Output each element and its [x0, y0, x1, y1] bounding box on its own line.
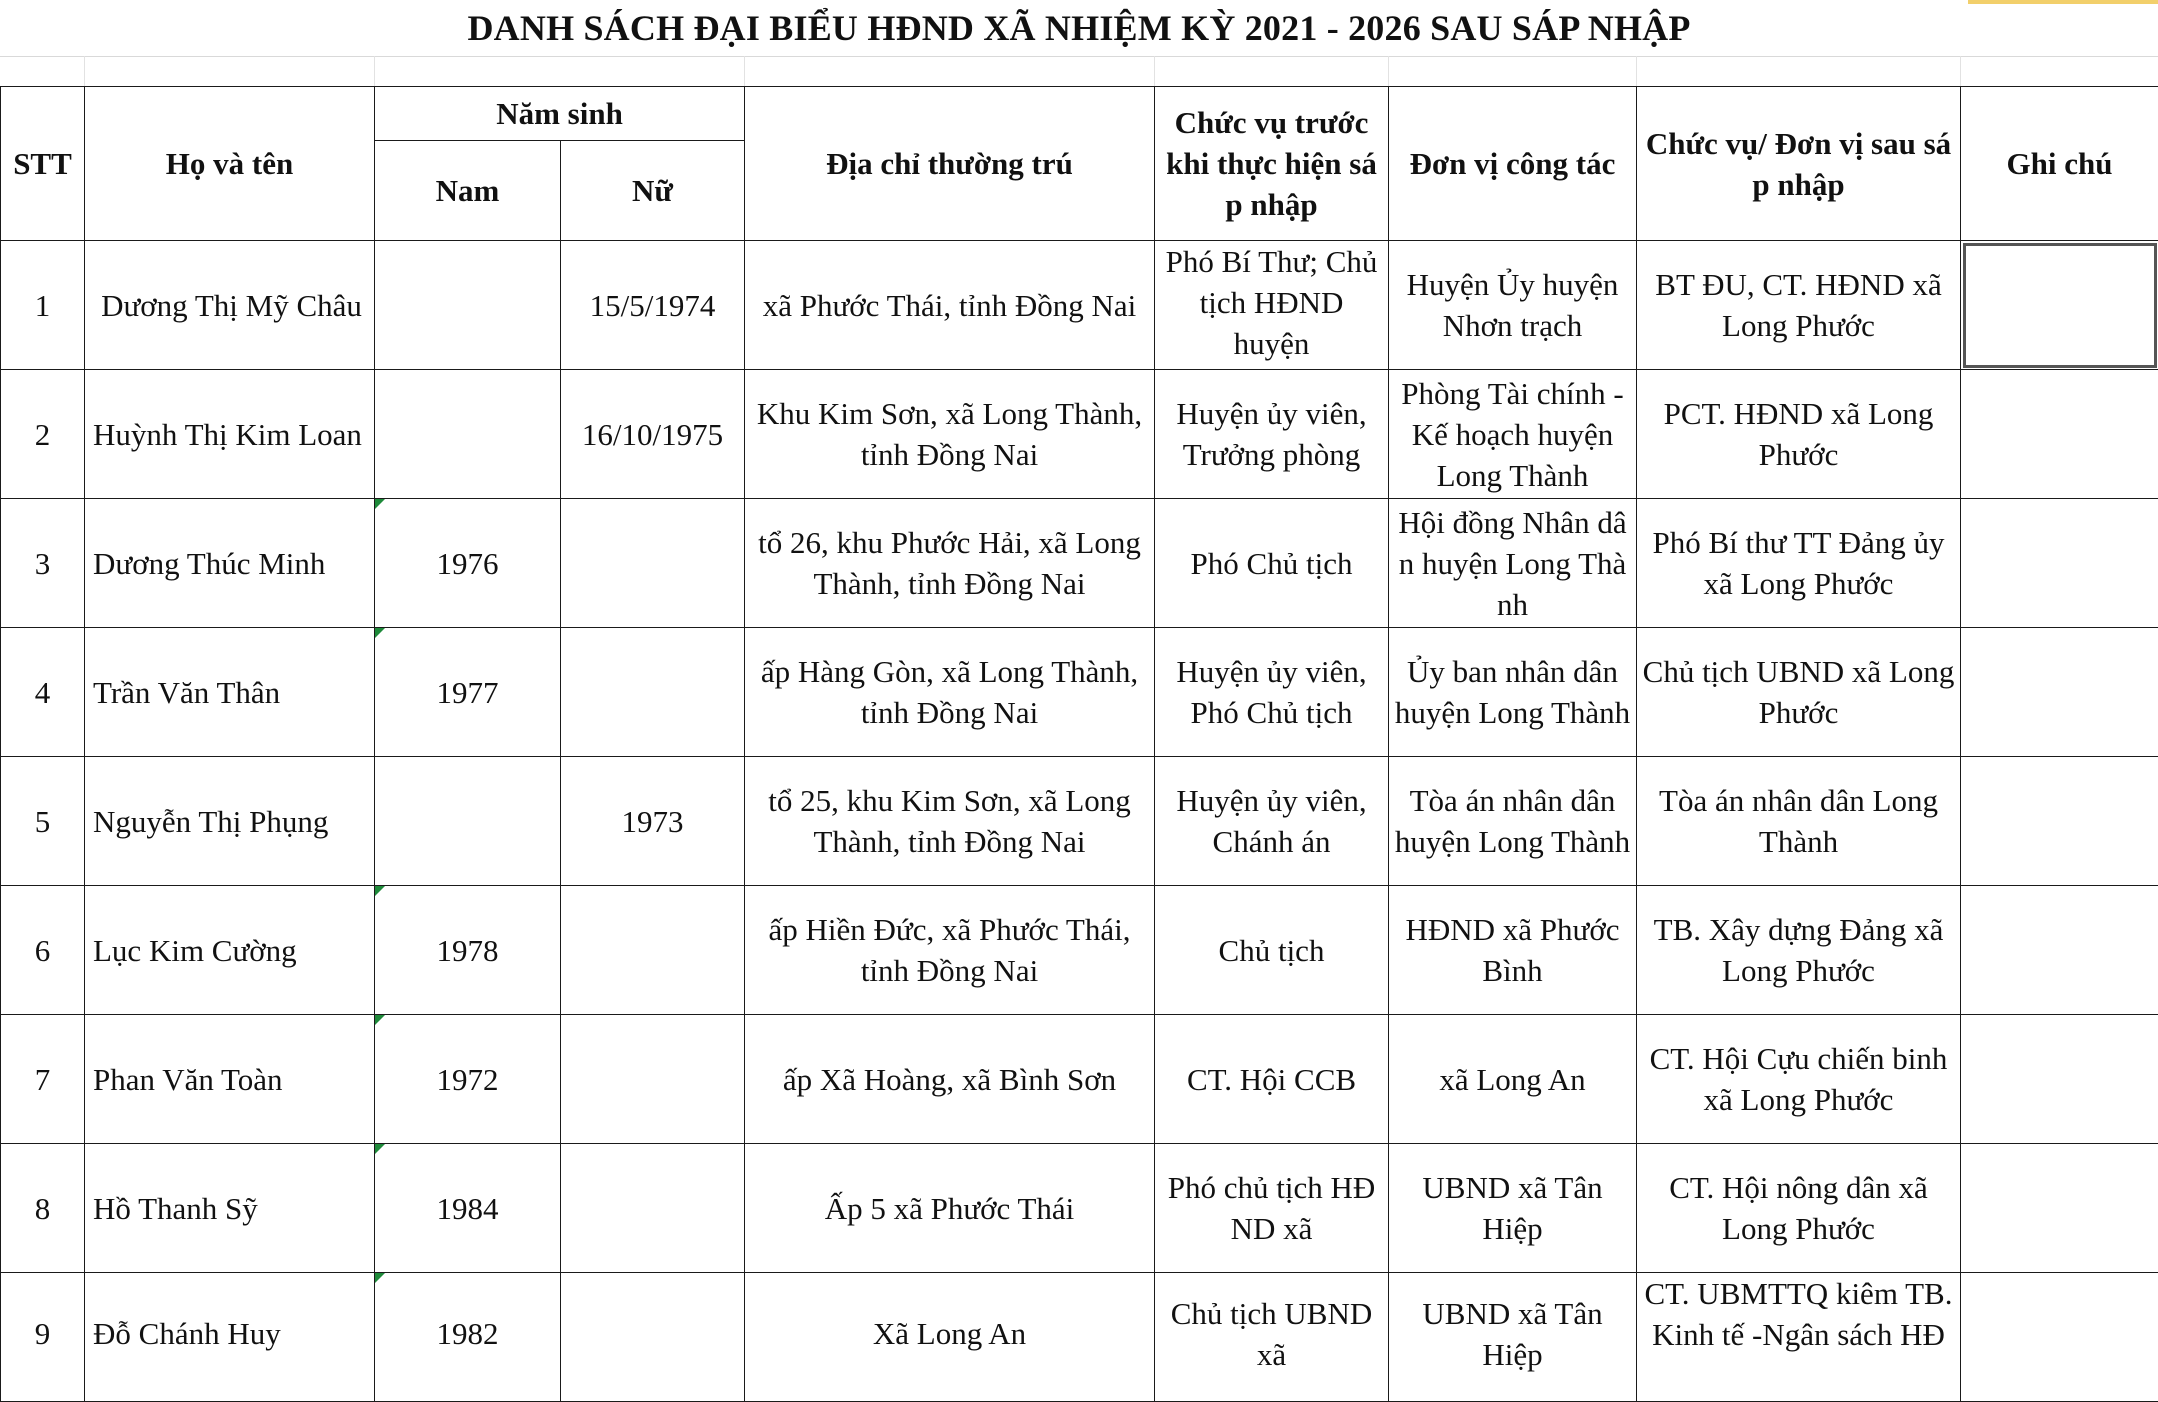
table-row — [1, 1015, 2158, 1144]
cell-address[interactable]: tổ 25, khu Kim Sơn, xã Long Thành, tỉnh Đồng Nai — [745, 757, 1155, 886]
header-male[interactable]: Nam — [375, 141, 561, 241]
cell-note[interactable] — [1961, 757, 2158, 886]
number-as-text-marker — [375, 628, 385, 638]
number-as-text-marker — [375, 1273, 385, 1283]
cell-position-before[interactable]: Huyện ủy viên, Phó Chủ tịch — [1155, 628, 1389, 757]
cell-address[interactable]: xã Phước Thái, tỉnh Đồng Nai — [745, 241, 1155, 370]
cell-address[interactable]: Khu Kim Sơn, xã Long Thành, tỉnh Đồng Nai — [745, 370, 1155, 499]
faint-gridline — [374, 56, 375, 86]
cell-female[interactable]: 15/5/1974 — [561, 241, 745, 370]
faint-gridline — [84, 56, 85, 86]
cell-note[interactable] — [1961, 628, 2158, 757]
cell-position-before[interactable]: Phó chủ tịch HĐ ND xã — [1155, 1144, 1389, 1273]
cell-position-before[interactable]: Phó Chủ tịch — [1155, 499, 1389, 628]
table-row — [1, 1144, 2158, 1273]
table-row — [1, 241, 2158, 370]
sheet-title-row[interactable] — [0, 0, 2158, 57]
cell-male[interactable] — [375, 241, 561, 370]
cell-position-before[interactable]: Chủ tịch — [1155, 886, 1389, 1015]
cell-female[interactable] — [561, 1015, 745, 1144]
cell-name[interactable]: Lục Kim Cường — [85, 886, 375, 1015]
cell-workplace[interactable]: Phòng Tài chính - Kế hoạch huyện Long Thành — [1389, 370, 1637, 499]
cell-address[interactable]: ấp Hàng Gòn, xã Long Thành, tỉnh Đồng Nai — [745, 628, 1155, 757]
cell-name[interactable]: Đỗ Chánh Huy — [85, 1273, 375, 1402]
table-row — [1, 370, 2158, 499]
header-note[interactable]: Ghi chú — [1961, 87, 2158, 241]
cell-stt[interactable]: 5 — [1, 757, 85, 886]
cell-name[interactable]: Dương Thúc Minh — [85, 499, 375, 628]
cell-male[interactable] — [375, 1273, 561, 1402]
cell-position-after[interactable]: Tòa án nhân dân Long Thành — [1637, 757, 1961, 886]
empty-row[interactable] — [0, 56, 2158, 87]
table-row — [1, 499, 2158, 628]
cell-male[interactable] — [375, 370, 561, 499]
cell-name[interactable]: Nguyễn Thị Phụng — [85, 757, 375, 886]
cell-name[interactable]: Trần Văn Thân — [85, 628, 375, 757]
cell-position-after[interactable]: BT ĐU, CT. HĐND xã Long Phước — [1637, 241, 1961, 370]
cell-stt[interactable]: 3 — [1, 499, 85, 628]
cell-male[interactable] — [375, 886, 561, 1015]
table-row — [1, 628, 2158, 757]
cell-address[interactable]: ấp Hiền Đức, xã Phước Thái, tỉnh Đồng Nai — [745, 886, 1155, 1015]
cell-female[interactable] — [561, 1273, 745, 1402]
cell-male[interactable] — [375, 628, 561, 757]
cell-text: 1976 — [437, 546, 499, 581]
cell-workplace[interactable]: Ủy ban nhân dân huyện Long Thành — [1389, 628, 1637, 757]
cell-note[interactable] — [1961, 886, 2158, 1015]
cell-note[interactable] — [1961, 1015, 2158, 1144]
cell-stt[interactable]: 9 — [1, 1273, 85, 1402]
cell-position-before[interactable]: Huyện ủy viên, Trưởng phòng — [1155, 370, 1389, 499]
cell-workplace[interactable]: HĐND xã Phước Bình — [1389, 886, 1637, 1015]
cell-text: 1978 — [437, 933, 499, 968]
header-stt[interactable]: STT — [1, 87, 85, 241]
cell-position-after[interactable]: TB. Xây dựng Đảng xã Long Phước — [1637, 886, 1961, 1015]
cell-name[interactable]: Hồ Thanh Sỹ — [85, 1144, 375, 1273]
cell-male[interactable] — [375, 1015, 561, 1144]
cell-stt[interactable]: 7 — [1, 1015, 85, 1144]
cell-workplace[interactable]: xã Long An — [1389, 1015, 1637, 1144]
cell-note[interactable] — [1961, 1273, 2158, 1402]
cell-female[interactable]: 1973 — [561, 757, 745, 886]
cell-female[interactable] — [561, 1144, 745, 1273]
cell-text: Phó Bí Thư; Chủ tịch HĐND huyện — [1159, 241, 1384, 364]
cell-stt[interactable]: 6 — [1, 886, 85, 1015]
cell-text: 1984 — [437, 1191, 499, 1226]
cell-stt[interactable]: 1 — [1, 241, 85, 370]
cell-workplace[interactable]: Hội đồng Nhân dâ n huyện Long Thà nh — [1389, 499, 1637, 628]
cell-name[interactable]: Dương Thị Mỹ Châu — [85, 241, 375, 370]
cell-stt[interactable]: 2 — [1, 370, 85, 499]
cell-workplace[interactable]: Huyện Ủy huyện Nhơn trạch — [1389, 241, 1637, 370]
number-as-text-marker — [375, 1144, 385, 1154]
cell-position-after[interactable]: CT. Hội Cựu chiến binh xã Long Phước — [1637, 1015, 1961, 1144]
cell-female[interactable] — [561, 499, 745, 628]
header-name[interactable]: Họ và tên — [85, 87, 375, 241]
cell-position-before[interactable] — [1155, 241, 1389, 370]
cell-position-before[interactable]: Huyện ủy viên, Chánh án — [1155, 757, 1389, 886]
cell-female[interactable]: 16/10/1975 — [561, 370, 745, 499]
header-position-before[interactable]: Chức vụ trước khi thực hiện sá p nhập — [1155, 87, 1389, 241]
faint-gridline — [1154, 56, 1155, 86]
cell-position-after[interactable]: Phó Bí thư TT Đảng ủy xã Long Phước — [1637, 499, 1961, 628]
cell-address[interactable]: Ấp 5 xã Phước Thái — [745, 1144, 1155, 1273]
cell-stt[interactable]: 4 — [1, 628, 85, 757]
cell-workplace[interactable]: UBND xã Tân Hiệp — [1389, 1273, 1637, 1402]
selection-accent — [1968, 0, 2158, 4]
cell-position-after[interactable]: Chủ tịch UBND xã Long Phước — [1637, 628, 1961, 757]
faint-gridline — [1636, 56, 1637, 86]
cell-male[interactable] — [375, 1144, 561, 1273]
cell-position-after[interactable]: CT. UBMTTQ kiêm TB. Kinh tế -Ngân sách HĐ — [1637, 1273, 1961, 1402]
header-workplace[interactable]: Đơn vị công tác — [1389, 87, 1637, 241]
table-row — [1, 757, 2158, 886]
faint-gridline — [744, 56, 745, 86]
faint-gridline — [1960, 56, 1961, 86]
cell-position-before[interactable]: CT. Hội CCB — [1155, 1015, 1389, 1144]
header-address[interactable]: Địa chỉ thường trú — [745, 87, 1155, 241]
faint-gridline — [1388, 56, 1389, 86]
cell-male[interactable] — [375, 757, 561, 886]
cell-male[interactable] — [375, 499, 561, 628]
number-as-text-marker — [375, 1015, 385, 1025]
cell-address[interactable]: tổ 26, khu Phước Hải, xã Long Thành, tỉnh Đồng Nai — [745, 499, 1155, 628]
table-row — [1, 1273, 2158, 1402]
table-row — [1, 886, 2158, 1015]
cell-note-selected[interactable] — [1961, 241, 2158, 370]
cell-female[interactable] — [561, 628, 745, 757]
sheet-title: DANH SÁCH ĐẠI BIỂU HĐND XÃ NHIỆM KỲ 2021 - 2026 SAU SÁP NHẬP — [467, 7, 1690, 49]
cell-stt[interactable]: 8 — [1, 1144, 85, 1273]
number-as-text-marker — [375, 499, 385, 509]
number-as-text-marker — [375, 886, 385, 896]
cell-text: 1972 — [437, 1062, 499, 1097]
cell-note[interactable] — [1961, 370, 2158, 499]
cell-position-after[interactable]: PCT. HĐND xã Long Phước — [1637, 370, 1961, 499]
cell-workplace[interactable]: Tòa án nhân dân huyện Long Thành — [1389, 757, 1637, 886]
cell-note[interactable] — [1961, 499, 2158, 628]
cell-position-before[interactable]: Chủ tịch UBND xã — [1155, 1273, 1389, 1402]
delegate-table — [0, 86, 2158, 1402]
header-position-after[interactable]: Chức vụ/ Đơn vị sau sá p nhập — [1637, 87, 1961, 241]
header-birth-year[interactable]: Năm sinh — [375, 87, 745, 141]
cell-name[interactable]: Phan Văn Toàn — [85, 1015, 375, 1144]
header-female[interactable]: Nữ — [561, 141, 745, 241]
cell-name[interactable]: Huỳnh Thị Kim Loan — [85, 370, 375, 499]
cell-text: 1982 — [437, 1316, 499, 1351]
cell-text: 1977 — [437, 675, 499, 710]
cell-position-after[interactable]: CT. Hội nông dân xã Long Phước — [1637, 1144, 1961, 1273]
cell-address[interactable]: ấp Xã Hoàng, xã Bình Sơn — [745, 1015, 1155, 1144]
cell-workplace[interactable]: UBND xã Tân Hiệp — [1389, 1144, 1637, 1273]
cell-female[interactable] — [561, 886, 745, 1015]
cell-address[interactable]: Xã Long An — [745, 1273, 1155, 1402]
cell-note[interactable] — [1961, 1144, 2158, 1273]
